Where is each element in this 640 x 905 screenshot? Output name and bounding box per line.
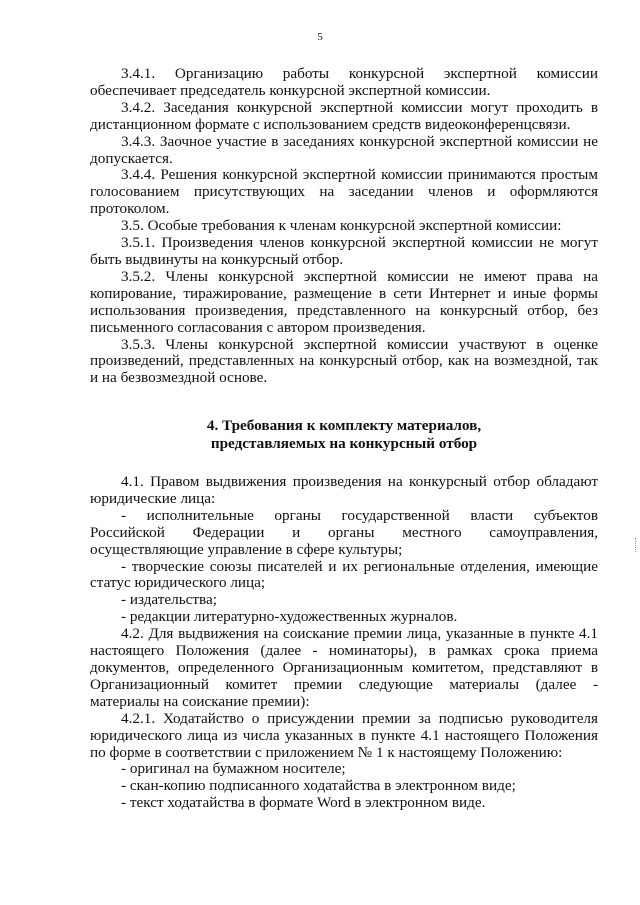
text-line: голосованием присутствующих на заседании членов и оформляются (90, 183, 598, 201)
page-number: 5 (317, 31, 323, 43)
text-line: 3.4.2. Заседания конкурсной экспертной комиссии могут проходить в (121, 98, 598, 116)
text-line: по форме в соответствии с приложением № 1 к настоящему Положению: (90, 743, 563, 761)
text-line: юридического лица из числа указанных в пункте 4.1 настоящего Положения (90, 726, 598, 744)
text-line: - скан-копию подписанного ходатайства в электронном виде; (121, 777, 516, 795)
text-line: Организационный комитет премии следующие материалы (далее - (90, 675, 598, 693)
text-line: 3.5.2. Члены конкурсной экспертной комиссии не имеют права на (121, 267, 598, 285)
text-line: и на безвозмездной основе. (90, 369, 268, 387)
text-line: 4.2.1. Ходатайство о присуждении премии за подписью руководителя (121, 709, 598, 727)
text-line: дистанционном формате с использованием средств видеоконференцсвязи. (90, 115, 571, 133)
text-line: - издательства; (121, 591, 217, 609)
text-line: письменного согласования с автором произведения. (90, 318, 426, 336)
text-line: 3.4.4. Решения конкурсной экспертной комиссии принимаются простым (121, 166, 598, 184)
text-line: - творческие союзы писателей и их региональные отделения, имеющие (121, 557, 598, 575)
text-line: настоящего Положения (далее - номинаторы), в рамках срока приема (90, 642, 598, 660)
text-line: юридические лица: (90, 489, 216, 507)
section-4-text (90, 474, 598, 812)
text-line: копирование, тиражирование, размещение в сети Интернет и иные формы (90, 284, 598, 302)
text-line: 3.4.1. Организацию работы конкурсной экспертной комиссии (121, 65, 598, 82)
text-line: документов, определенного Организационным комитетом, представляют в (90, 658, 598, 676)
text-line: допускается. (90, 149, 173, 167)
section-4-heading (90, 417, 598, 452)
text-line: статус юридического лица; (90, 574, 266, 592)
text-line: Российской Федерации и органы местного самоуправления, (90, 523, 598, 541)
text-line: протоколом. (90, 200, 170, 218)
text-line: 3.5. Особые требования к членам конкурсной экспертной комиссии: (121, 217, 562, 235)
text-line: 4.1. Правом выдвижения произведения на конкурсный отбор обладают (121, 473, 598, 490)
text-line: 3.5.1. Произведения членов конкурсной экспертной комиссии не могут (121, 234, 598, 252)
text-line: - текст ходатайства в формате Word в электронном виде. (121, 794, 486, 812)
text-line: 4.2. Для выдвижения на соискание премии лица, указанные в пункте 4.1 (121, 625, 598, 643)
text-line: 3.5.3. Члены конкурсной экспертной комиссии участвуют в оценке (121, 335, 598, 353)
text-line: - редакции литературно-художественных журналов. (121, 608, 458, 626)
text-line: - оригинал на бумажном носителе; (121, 760, 346, 778)
text-line: обеспечивает председатель конкурсной экспертной комиссии. (90, 81, 491, 99)
text-line: быть выдвинуты на конкурсный отбор. (90, 250, 344, 268)
text-line: осуществляющие управление в сфере культуры; (90, 540, 403, 558)
text-line: - исполнительные органы государственной власти субъектов (121, 506, 598, 524)
section-3-text (90, 66, 598, 387)
text-line: материалы на соискание премии): (90, 692, 310, 710)
heading-line-2: представляемых на конкурсный отбор (210, 434, 478, 452)
text-line: использования произведения, представленного на конкурсный отбор, без (90, 301, 598, 319)
text-line: 3.4.3. Заочное участие в заседаниях конкурсной экспертной комиссии не (121, 132, 598, 150)
text-line: произведений, представленных на конкурсный отбор, как на возмездной, так (90, 352, 598, 370)
heading-line-1: 4. Требования к комплекту материалов, (206, 417, 482, 434)
scan-edge-mark (635, 538, 638, 552)
